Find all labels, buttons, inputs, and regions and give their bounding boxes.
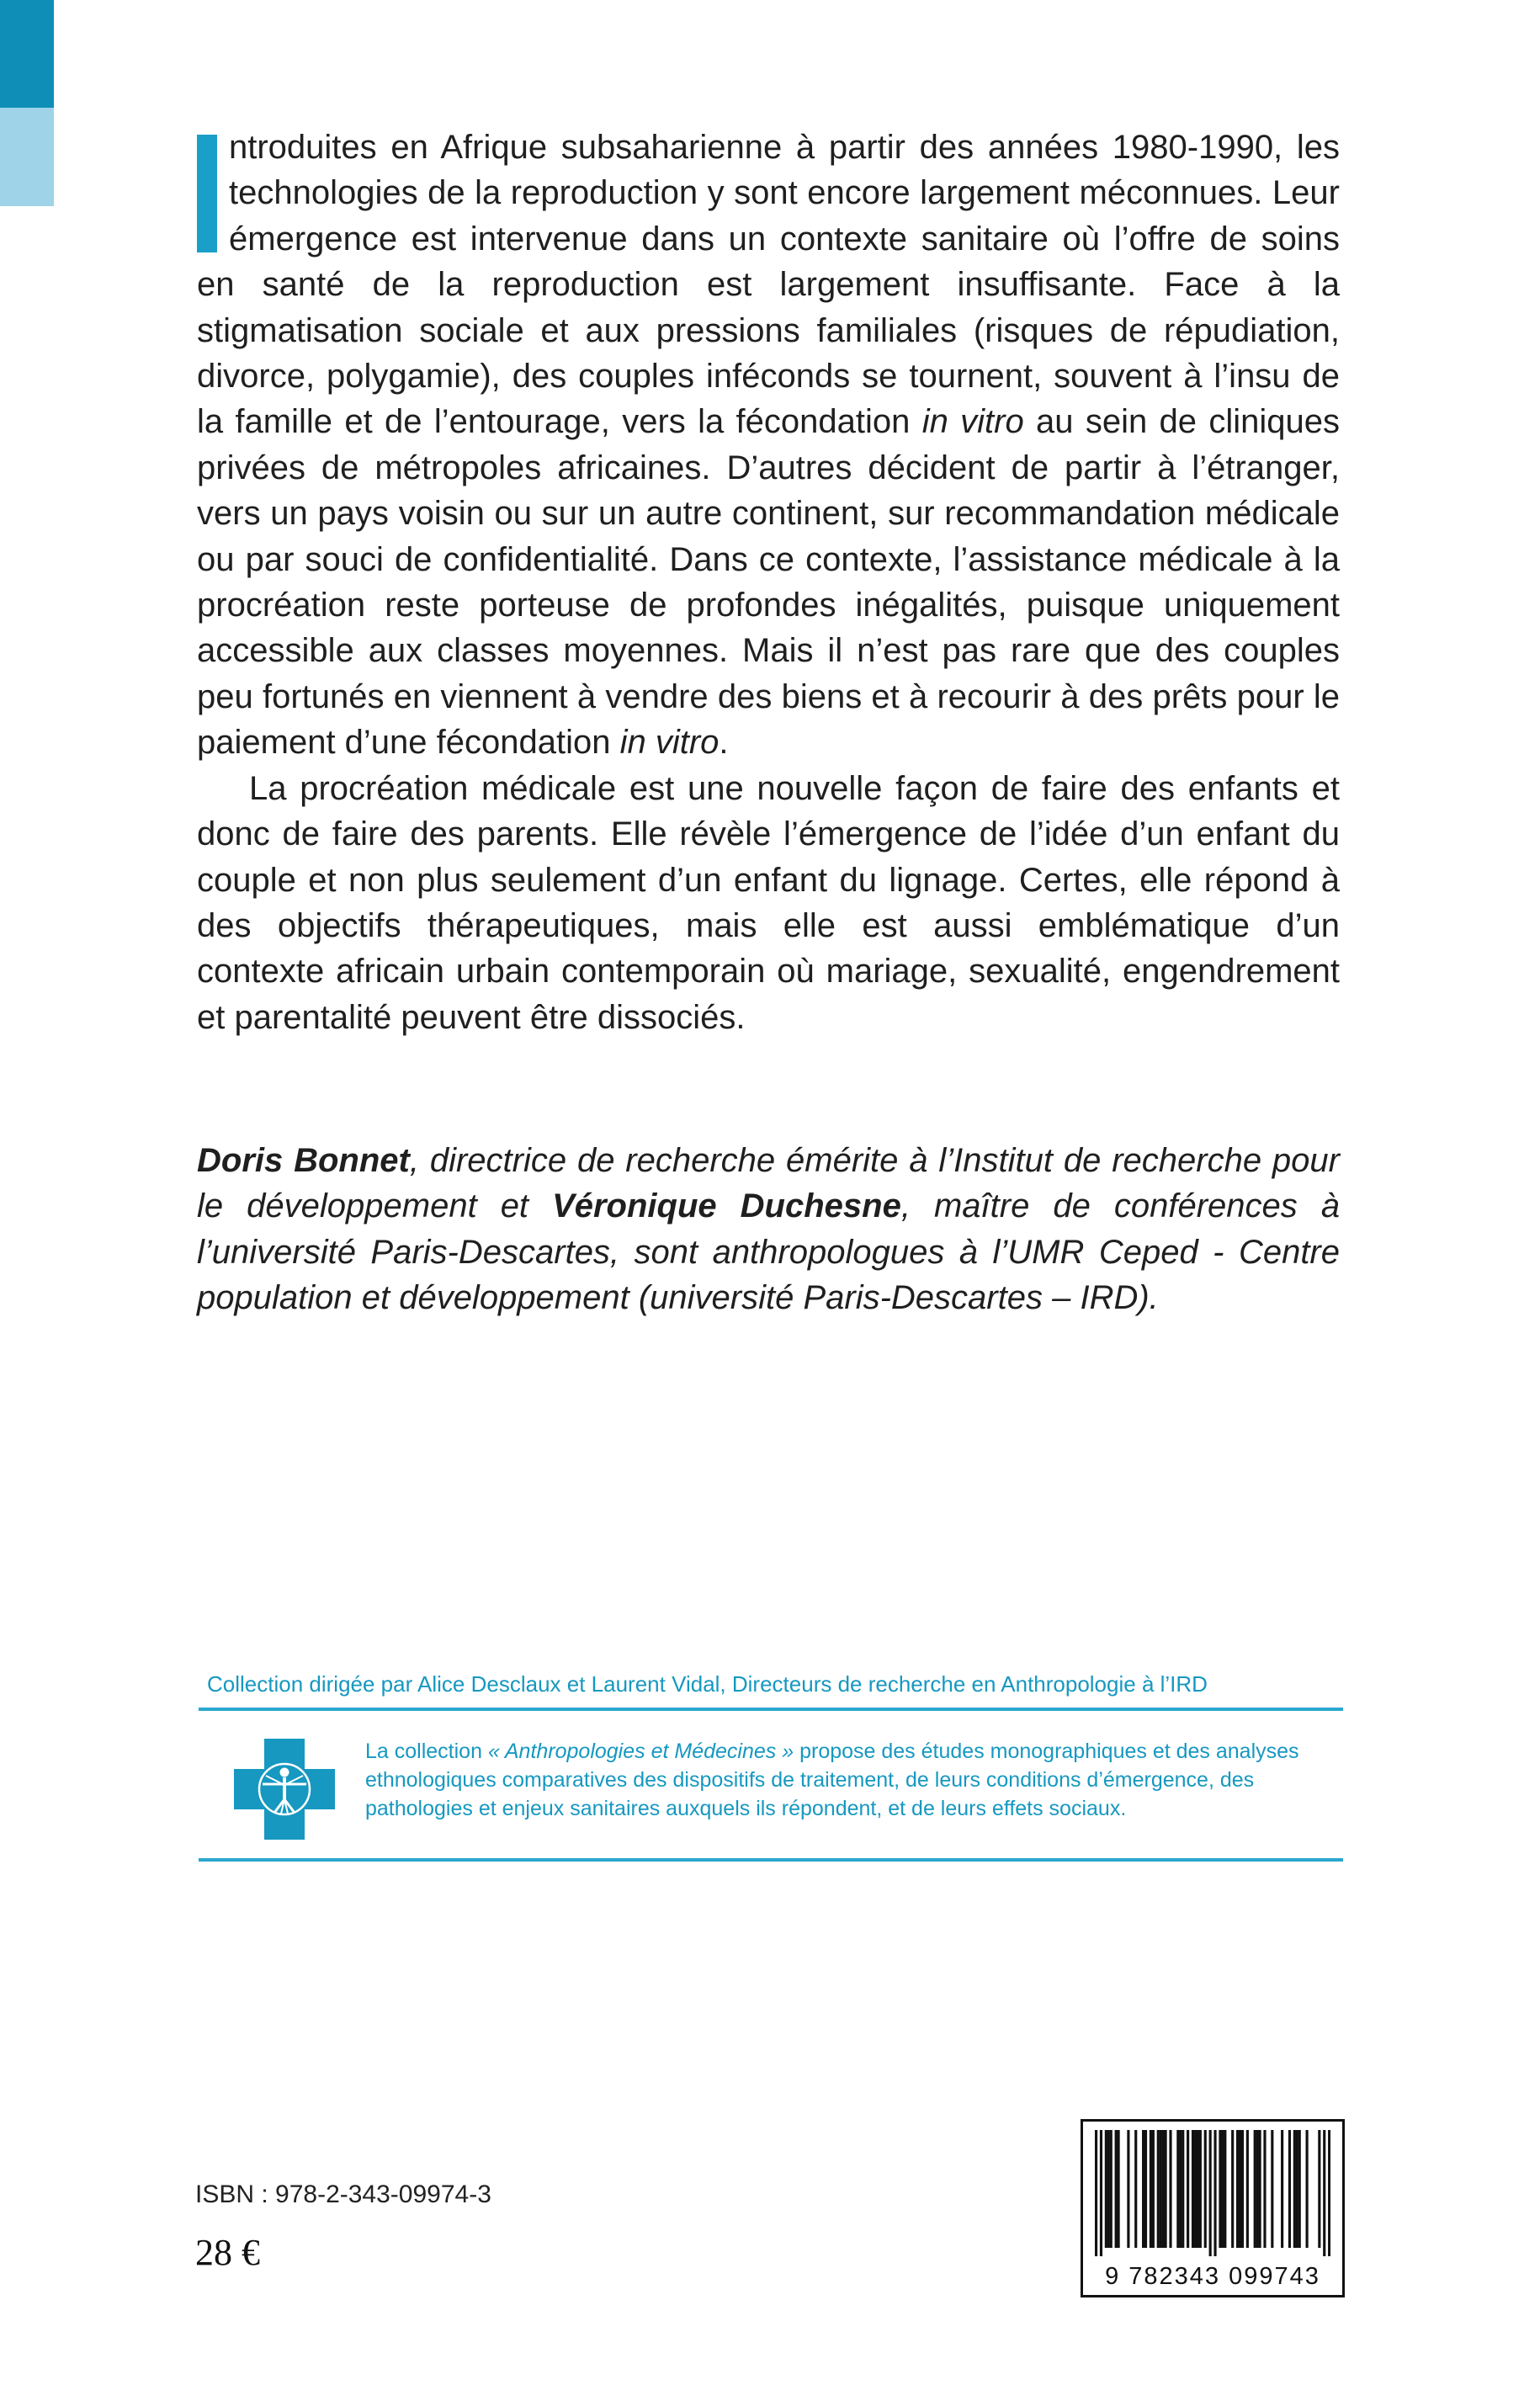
barcode-bar (1162, 2130, 1165, 2248)
barcode-bar (1165, 2130, 1167, 2248)
collection-desc-before: La collection (365, 1740, 488, 1763)
barcode-bar (1182, 2130, 1184, 2248)
barcode-bar (1209, 2130, 1212, 2256)
barcode-bar (1236, 2130, 1239, 2248)
paragraph-1-part-2: au sein de cliniques privées de métropoles africaines. D’autres décident de partir à l’étranger, vers un pays voisin ou sur un autre continent, sur recommandation médicale ou par souci de confidentialité. Dans ce contexte, l’assistance médicale à la procréation reste porteuse de profondes inégalités, puisque uniquement accessible aux classes moyennes. Mais il n’est pas rare que des couples peu fortunés en viennent à vendre des biens et à recourir à des prêts pour le paiement d’une fécondation (197, 403, 1341, 762)
barcode-bar (1152, 2130, 1155, 2248)
barcode-bar (1157, 2130, 1160, 2248)
barcode-bar (1150, 2130, 1152, 2248)
barcode-bar (1271, 2130, 1273, 2248)
barcode-bar (1100, 2130, 1102, 2256)
barcode-bar (1241, 2130, 1244, 2248)
barcode-bar (1142, 2130, 1144, 2248)
accent-bar-dark (0, 0, 54, 108)
paragraph-1-part-3: . (719, 724, 729, 762)
barcode-bar (1224, 2130, 1226, 2248)
barcode-bar (1192, 2130, 1194, 2248)
paragraph-1-italic-2: in vitro (619, 724, 720, 762)
barcode-bar (1213, 2130, 1216, 2256)
barcode-bar (1160, 2130, 1162, 2248)
barcode-bar (1254, 2130, 1256, 2248)
author-1-name: Doris Bonnet (197, 1142, 410, 1179)
author-2-name: Véronique Duchesne (552, 1187, 901, 1225)
barcode-bar (1239, 2130, 1241, 2248)
barcode-bar (1204, 2130, 1207, 2248)
barcode-digits: 9 782343 099743 (1105, 2263, 1320, 2290)
collection-desc-after: propose des études monographiques et des analyses ethnologiques comparatives des dispositifs de traitement, de leurs conditions d’émergence, des pathologies et enjeux sanitaires auxquels ils répondent, et de leurs effets sociaux. (365, 1740, 1299, 1820)
barcode-bar (1219, 2130, 1221, 2248)
barcode-bar (1293, 2130, 1296, 2248)
barcode-bar (1176, 2130, 1179, 2248)
bio-text-2: , maître de conférences à l’université Paris-Descartes, sont anthropologues à l’UMR Ceped - Centre population et développement (université Paris-Descartes – IRD). (197, 1187, 1341, 1317)
barcode-bar (1107, 2130, 1110, 2248)
back-cover-text (197, 125, 1340, 1040)
barcode-bar (1323, 2130, 1325, 2256)
barcode-bar (1197, 2130, 1199, 2248)
barcode-bar (1194, 2130, 1197, 2248)
barcode-bars (1095, 2130, 1330, 2256)
paragraph-1 (197, 125, 1340, 766)
bio-text-1: , directrice de recherche émérite à l’Institut de recherche pour le développement et (197, 1142, 1340, 1225)
barcode-bar (1328, 2130, 1330, 2256)
collection-description (365, 1737, 1343, 1823)
barcode-bar (1231, 2130, 1234, 2248)
barcode-bar (1118, 2130, 1120, 2248)
barcode-bar (1179, 2130, 1182, 2248)
barcode-bar (1259, 2130, 1261, 2248)
barcode-bar (1169, 2130, 1171, 2248)
barcode-bar (1263, 2130, 1266, 2248)
paragraph-1-italic-1: in vitro (921, 403, 1024, 441)
vitruvian-cross-icon (234, 1739, 335, 1840)
isbn-text: ISBN : 978-2-343-09974-3 (195, 2180, 491, 2208)
barcode-bar (1105, 2130, 1107, 2248)
barcode-bar (1318, 2130, 1320, 2248)
barcode-bar (1187, 2130, 1189, 2248)
barcode (1081, 2119, 1345, 2297)
collection-title: « Anthropologies et Médecines » (487, 1740, 794, 1763)
collection-rule-top (199, 1708, 1343, 1711)
barcode-bar (1144, 2130, 1147, 2248)
barcode-bar (1298, 2130, 1301, 2248)
barcode-bar (1134, 2130, 1137, 2248)
barcode-bar (1221, 2130, 1224, 2248)
barcode-bar (1296, 2130, 1298, 2248)
barcode-bar (1095, 2130, 1097, 2256)
barcode-bar (1110, 2130, 1113, 2248)
dropcap-bar (197, 135, 217, 252)
barcode-bar (1288, 2130, 1291, 2248)
barcode-bar (1256, 2130, 1259, 2248)
barcode-bar (1115, 2130, 1118, 2248)
barcode-bar (1246, 2130, 1249, 2248)
author-bio (197, 1138, 1340, 1321)
collection-director-line: Collection dirigée par Alice Desclaux et Laurent Vidal, Directeurs de recherche en Anthropologie à l’IRD (207, 1671, 1208, 1697)
paragraph-1-part-1: ntroduites en Afrique subsaharienne à partir des années 1980-1990, les technologies de la reproduction y sont encore largement méconnues. Leur émergence est intervenue dans un contexte sanitaire où l’offre de soins en santé de la reproduction est largement insuffisante. Face à la stigmatisation sociale et aux pressions familiales (risques de répudiation, divorce, polygamie), des couples inféconds se tournent, souvent à l’insu de la famille et de l’entourage, vers la fécondation (197, 129, 1340, 441)
price-text: 28 € (195, 2232, 260, 2273)
collection-rule-bottom (199, 1858, 1343, 1862)
barcode-bar (1306, 2130, 1309, 2248)
barcode-bar (1199, 2130, 1202, 2248)
barcode-bar (1127, 2130, 1129, 2248)
accent-bar-light (0, 108, 54, 206)
paragraph-2: La procréation médicale est une nouvelle façon de faire des enfants et donc de faire des parents. Elle révèle l’émergence de l’idée d’un enfant du couple et non plus seulement d’un enfant du lignage. Certes, elle répond à des objectifs thérapeutiques, mais elle est aussi emblématique d’un contexte africain urbain contemporain où mariage, sexualité, engendrement et parentalité peuvent être dissociés. (197, 769, 1340, 1036)
barcode-bar (1281, 2130, 1283, 2248)
